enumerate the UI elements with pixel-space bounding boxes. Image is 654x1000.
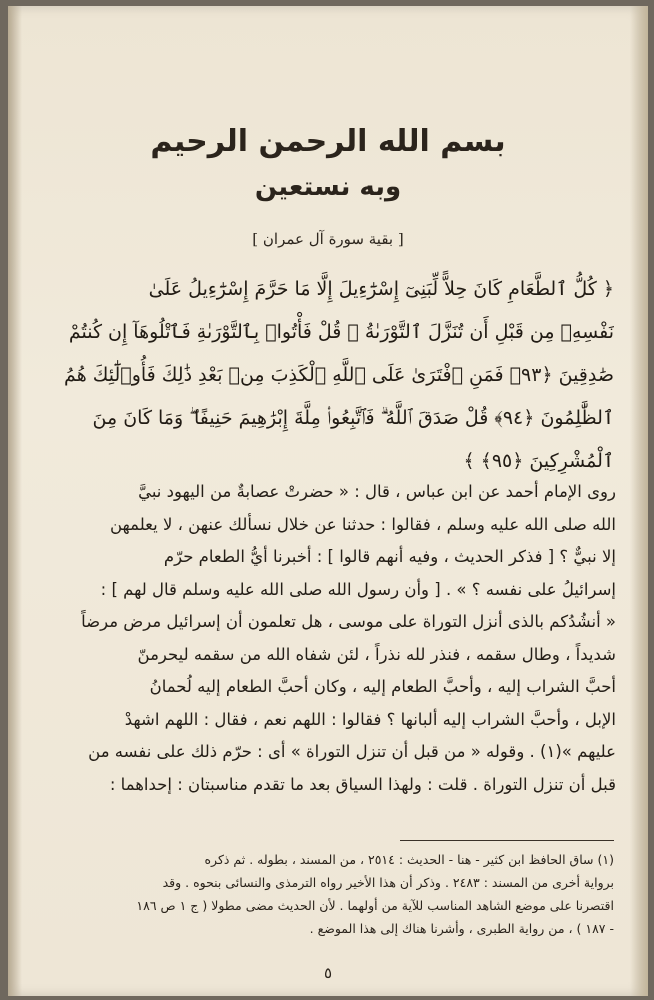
commentary-line: « أنشُدُكم بالذى أنزل التوراة على موسى ، هل تعلمون أن إسرائيل مرض مرضاً (81, 612, 616, 631)
page-number: ٥ (323, 964, 333, 982)
footnotes (38, 848, 614, 940)
commentary-line: روى الإمام أحمد عن ابن عباس ، قال : « حضرتْ عصابةٌ من اليهود نبيَّ (138, 482, 616, 501)
footnote-line: (١) ساق الحافظ ابن كثير - هنا - الحديث : ٢٥١٤ ، من المسند ، بطوله . ثم ذكره (204, 852, 614, 867)
commentary-line: الإبل ، وأحبَّ الشراب إليه ألبانها ؟ فقالوا : اللهم نعم ، فقال : اللهم اشهدْ (124, 709, 616, 729)
commentary-text (36, 476, 616, 801)
footnote-line: اقتصرنا على موضع الشاهد المناسب للآية من أولهما . لأن الحديث مضى مطولا ( ج ١ ص ١٨٦ (136, 898, 614, 913)
commentary-line: أحبَّ الشراب إليه ، وأحبَّ الطعام إليه ، وكان أحبَّ الطعام إليه لُحمانُ (149, 677, 616, 696)
commentary-line: الله صلى الله عليه وسلم ، فقالوا : حدثنا عن خلال نسألك عنهن ، لا يعلمهن (109, 514, 616, 534)
verse-line: نَفْسِهِۦ مِن قَبْلِ أَن تُنَزَّلَ ٱلتَّوْرَىٰةُ ۗ قُلْ فَأْتُوا۟ بِٱلتَّوْرَىٰةِ فَٱتْلُوهَآ إِن كُنتُمْ (68, 321, 614, 343)
commentary-line: عليهم »(١) . وقوله « من قبل أن تنزل التوراة » أى : حرّم ذلك على نفسه من (88, 742, 616, 761)
verse-line: ﴿ كُلُّ ٱلطَّعَامِ كَانَ حِلاًّ لِّبَنِىٓ إِسْرَٰٓءِيلَ إِلَّا مَا حَرَّمَ إِسْرَٰٓءِيلُ عَلَىٰ (148, 278, 614, 300)
book-page (8, 6, 648, 996)
verse-line: صَٰدِقِينَ ﴿٩٣﴾ فَمَنِ ٱفْتَرَىٰ عَلَى ٱللَّهِ ٱلْكَذِبَ مِنۢ بَعْدِ ذَٰلِكَ فَأُو۟لَٰٓئِكَ هُمُ (64, 364, 614, 386)
quran-verses (38, 268, 614, 483)
surah-continuation-label: [ بقية سورة آل عمران ] (252, 230, 404, 248)
verse-line: ٱلظَّٰلِمُونَ ﴿٩٤﴾ قُلْ صَدَقَ ٱللَّهُ ۗ فَٱتَّبِعُوا۟ مِلَّةَ إِبْرَٰهِيمَ حَنِيفًا ۖ وَمَا كَانَ مِنَ (92, 407, 614, 429)
verse-line: ٱلْمُشْرِكِينَ ﴿٩٥﴾ ﴾ (463, 450, 614, 472)
commentary-line: قبل أن تنزل التوراة . قلت : ولهذا السياق بعد ما تقدم مناسبتان : إحداهما : (109, 774, 616, 794)
commentary-line: شديداً ، وطال سقمه ، فنذر لله نذراً ، لئن شفاه الله من سقمه ليحرمنّ (137, 644, 616, 664)
footnote-divider (400, 840, 614, 841)
commentary-line: إلا نبيٌّ ؟ [ فذكر الحديث ، وفيه أنهم قالوا ] : أخبرنا أيُّ الطعام حرّم (163, 547, 616, 566)
footnote-line: برواية أخرى من المسند : ٢٤٨٣ . وذكر أن هذا الأخير رواه الترمذى والنسائى بنحوه . وقد (162, 875, 614, 890)
footnote-line: - ١٨٧ ) ، من رواية الطبرى ، وأشرنا هناك إلى هذا الموضع . (309, 921, 614, 936)
invocation-subheading: وبه نستعين (254, 172, 402, 202)
commentary-line: إسرائيلُ على نفسه ؟ » . [ وأن رسول الله صلى الله عليه وسلم قال لهم ] : (100, 579, 616, 599)
basmala-heading: بسم الله الرحمن الرحيم (150, 124, 506, 159)
